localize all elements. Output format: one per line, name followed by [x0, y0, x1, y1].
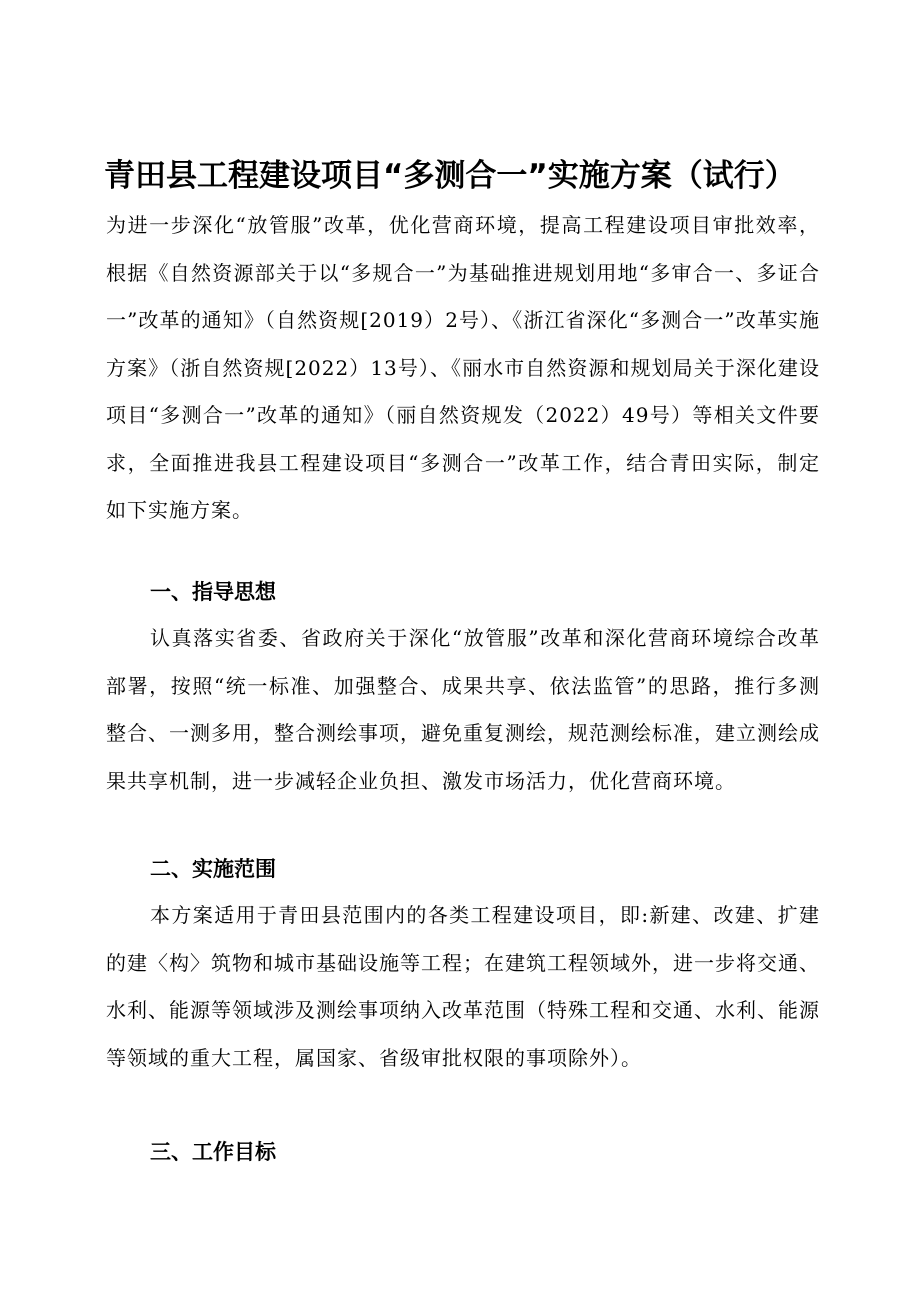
section-work-objectives: [106, 1129, 820, 1175]
section-body: 本方案适用于青田县范围内的各类工程建设项目，即:新建、改建、扩建的建〈构〉筑物和城市基础设施等工程；在建筑工程领域外，进一步将交通、水利、能源等领域涉及测绘事项纳入改革范围（特殊工程和交通、水利、能源等领域的重大工程，属国家、省级审批权限的事项除外）。: [106, 903, 820, 1070]
section-implementation-scope: [106, 846, 820, 1082]
intro-paragraph: 为进一步深化“放管服”改革，优化营商环境，提高工程建设项目审批效率，根据《自然资源部关于以“多规合一”为基础推进规划用地“多审合一、多证合一”改革的通知》（自然资规[2019）2号）、《浙江省深化“多测合一”改革实施方案》（浙自然资规[2022）13号）、《丽水市自然资源和规划局关于深化建设项目“多测合一”改革的通知》（丽自然资规发（2022）49号）等相关文件要求，全面推进我县工程建设项目“多测合一”改革工作，结合青田实际，制定如下实施方案。: [106, 213, 820, 522]
section-heading: 二、实施范围: [150, 857, 276, 881]
section-heading: 一、指导思想: [150, 580, 276, 604]
section-guiding-ideology: [106, 569, 820, 805]
document-title: 青田县工程建设项目“多测合一”实施方案（试行）: [104, 158, 796, 194]
section-heading: 三、工作目标: [150, 1140, 276, 1164]
section-body: 认真落实省委、省政府关于深化“放管服”改革和深化营商环境综合改革部署，按照“统一标准、加强整合、成果共享、依法监管”的思路，推行多测整合、一测多用，整合测绘事项，避免重复测绘，规范测绘标准，建立测绘成果共享机制，进一步减轻企业负担、激发市场活力，优化营商环境。: [106, 626, 820, 793]
